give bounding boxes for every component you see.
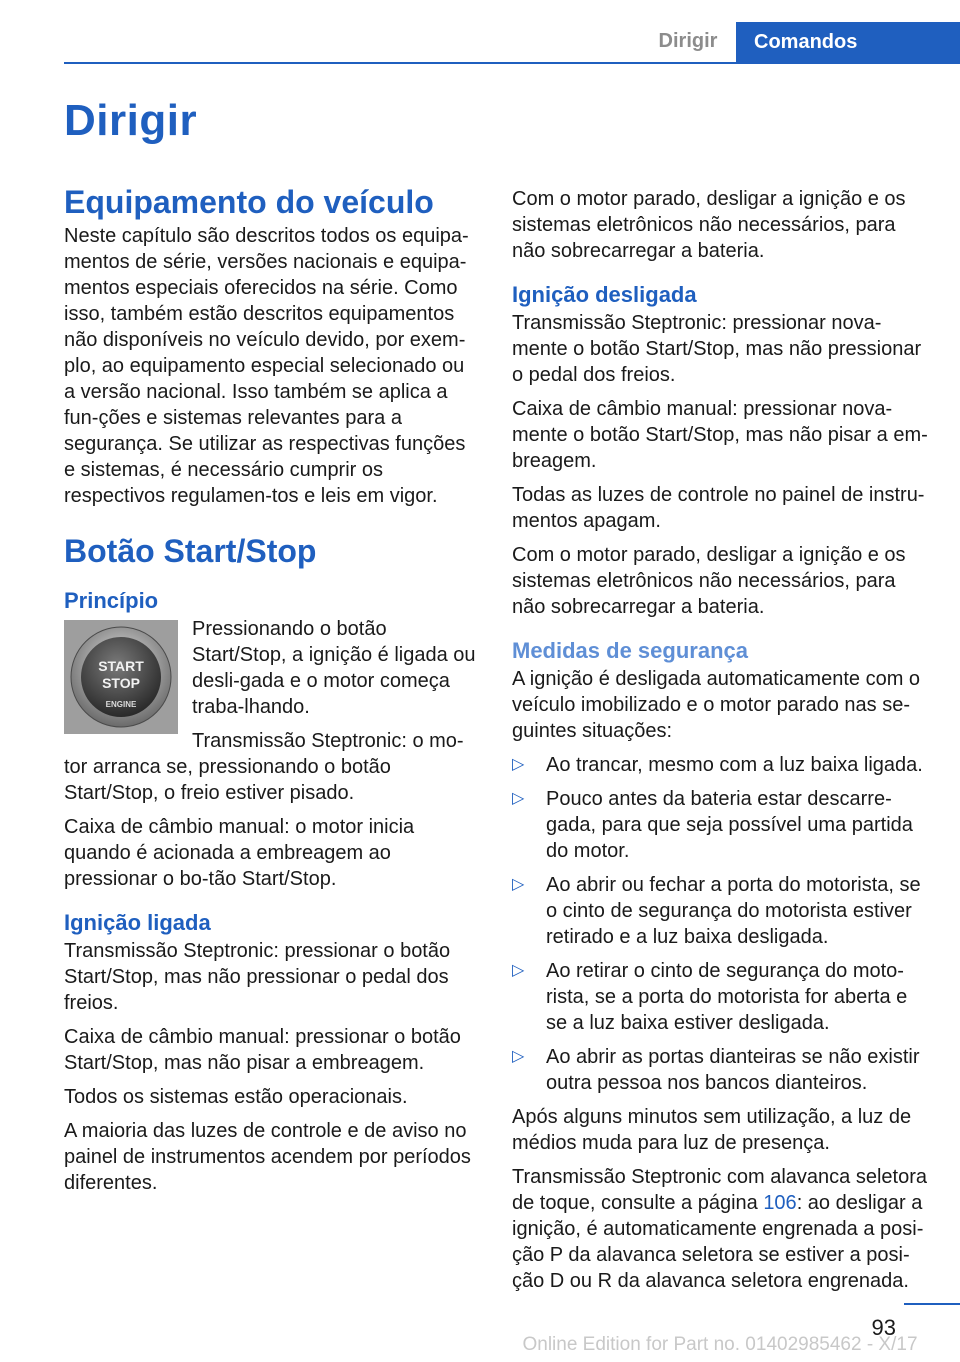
left-column xyxy=(64,184,480,1204)
ignition-off-paragraph-1: Transmissão Steptronic: pressionar nova-mente o botão Start/Stop, mas não pressionar o pedal dos freios. xyxy=(512,312,922,386)
section-heading-equipment: Equipamento do veículo xyxy=(64,184,434,220)
steptronic-text-after: : ao desligar a ignição, é automaticamente engrenada a posi-ção P da alavanca seletora se estiver a posi-ção D ou R da alavanca seletora engrenada. xyxy=(512,1192,924,1292)
right-column xyxy=(512,186,928,1302)
equipment-paragraph: Neste capítulo são descritos todos os equipa-mentos de série, versões nacionais e equipa-mentos especiais oferecidos na série. Como isso, também estão descritos equipamentos não disponíveis no veículo devido, por exem-plo, ao equipamento especial selecionado ou a versão nacional. Isso também se aplica a fun-ções e sistemas relevantes para a segurança. Se utilizar as respectivas funções e sistemas, é necessário cumprir os respectivos regulamen-tos e leis em vigor. xyxy=(64,225,469,507)
triangle-bullet-icon: ▷ xyxy=(512,756,525,773)
triangle-bullet-icon: ▷ xyxy=(512,962,525,979)
chapter-tab: Comandos xyxy=(736,22,960,64)
section-heading-start-stop: Botão Start/Stop xyxy=(64,533,317,569)
triangle-bullet-icon: ▷ xyxy=(512,790,525,807)
footer-edition: Online Edition for Part no. 01402985462 - X/17 xyxy=(522,1334,918,1355)
principle-paragraph-3: Caixa de câmbio manual: o motor inicia quando é acionada a embreagem ao pressionar o bo-tão Start/Stop. xyxy=(64,816,415,890)
steptronic-text-before: Transmissão Steptronic com alavanca seletora de toque, consulte a página xyxy=(512,1166,927,1214)
start-stop-button-image xyxy=(64,620,178,734)
dimming-paragraph: Após alguns minutos sem utilização, a luz de médios muda para luz de presença. xyxy=(512,1106,912,1154)
safety-intro-paragraph: A ignição é desligada automaticamente com o veículo imobilizado e o motor parado nas se-guintes situações: xyxy=(512,668,921,742)
list-item-text: Ao abrir ou fechar a porta do motorista, se o cinto de segurança do motorista estiver retirado e a luz baixa desligada. xyxy=(546,874,921,948)
ignition-off-paragraph-2: Caixa de câmbio manual: pressionar nova-mente o botão Start/Stop, mas não pisar a em-breagem. xyxy=(512,398,928,472)
list-item-text: Ao trancar, mesmo com a luz baixa ligada. xyxy=(546,754,923,776)
subheading-safety: Medidas de segurança xyxy=(512,638,748,663)
triangle-bullet-icon: ▷ xyxy=(512,876,525,893)
ignition-on-paragraph-3: Todos os sistemas estão operacionais. xyxy=(64,1086,408,1108)
ignition-on-paragraph-4: A maioria das luzes de controle e de aviso no painel de instrumentos acendem por períodos diferentes. xyxy=(64,1120,471,1194)
ignition-off-paragraph-4: Com o motor parado, desligar a ignição e os sistemas eletrônicos não necessários, para não sobrecarregar a bateria. xyxy=(512,544,906,618)
safety-list xyxy=(512,752,928,1096)
list-item xyxy=(512,752,928,778)
list-item xyxy=(512,786,928,864)
button-label-start: START xyxy=(98,658,144,674)
battery-note-paragraph: Com o motor parado, desligar a ignição e os sistemas eletrônicos não necessários, para não sobrecarregar a bateria. xyxy=(512,188,906,262)
page-number: 93 xyxy=(871,1315,896,1340)
list-item-text: Pouco antes da bateria estar descarre-gada, para que seja possível uma partida do motor. xyxy=(546,788,913,862)
list-item xyxy=(512,958,928,1036)
subheading-ignition-on: Ignição ligada xyxy=(64,910,211,935)
list-item-text: Ao abrir as portas dianteiras se não existir outra pessoa nos bancos dianteiros. xyxy=(546,1046,920,1094)
page-reference-link[interactable]: 106 xyxy=(763,1192,797,1214)
ignition-off-paragraph-3: Todas as luzes de controle no painel de instru-mentos apagam. xyxy=(512,484,925,532)
principle-paragraph-2: Transmissão Steptronic: o mo-tor arranca se, pressionando o botão Start/Stop, o freio estiver pisado. xyxy=(64,730,464,804)
list-item xyxy=(512,872,928,950)
page-number-rule xyxy=(904,1303,960,1305)
breadcrumb: Dirigir xyxy=(658,30,718,52)
page-title: Dirigir xyxy=(64,96,198,145)
list-item-text: Ao retirar o cinto de segurança do moto-rista, se a porta do motorista for aberta e se a luz baixa estiver desligada. xyxy=(546,960,908,1034)
list-item xyxy=(512,1044,928,1096)
triangle-bullet-icon: ▷ xyxy=(512,1048,525,1065)
button-label-stop: STOP xyxy=(102,675,140,691)
subheading-ignition-off: Ignição desligada xyxy=(512,282,697,307)
ignition-on-paragraph-1: Transmissão Steptronic: pressionar o botão Start/Stop, mas não pressionar o pedal dos freios. xyxy=(64,940,451,1014)
start-stop-button-icon xyxy=(64,620,178,734)
principle-paragraph-1: Pressionando o botão Start/Stop, a ignição é ligada ou desli-gada e o motor começa traba-lhando. xyxy=(192,618,476,718)
button-label-engine: ENGINE xyxy=(105,700,137,709)
subheading-principle: Princípio xyxy=(64,588,159,613)
principle-block xyxy=(64,616,480,892)
ignition-on-paragraph-2: Caixa de câmbio manual: pressionar o botão Start/Stop, mas não pisar a embreagem. xyxy=(64,1026,461,1074)
page-header xyxy=(0,0,960,64)
steptronic-paragraph xyxy=(512,1164,928,1294)
